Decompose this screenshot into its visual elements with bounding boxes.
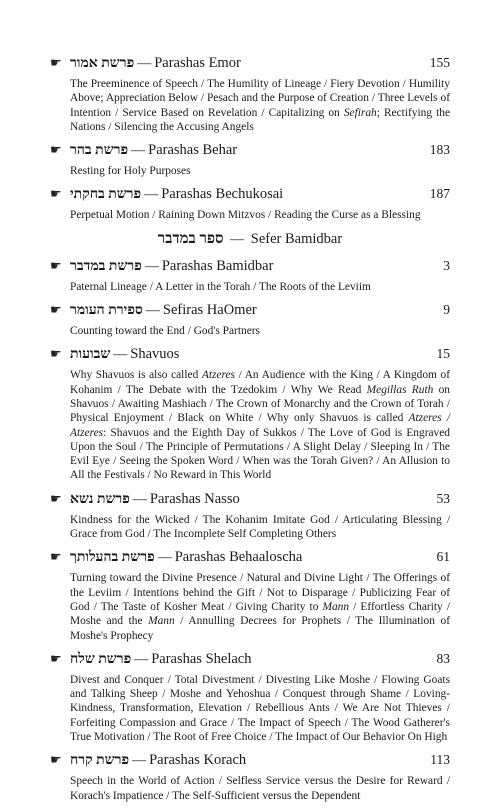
toc-entry: [50, 302, 450, 338]
entry-dash: —: [145, 303, 160, 319]
entry-page-number: 53: [436, 490, 450, 506]
entry-description: The Preeminence of Speech / The Humility of Lineage / Fiery Devotion / Humility Above; Appreciation Below / Pesach and the Purpose of Creation / Three Levels of Intention / Service Based on Revelation / Capitalizing on Sefirah; Rectifying the Nations / Silencing the Accusing Angels: [70, 78, 451, 133]
entry-page-number: 155: [429, 55, 450, 70]
entry-description: Turning toward the Divine Presence / Natural and Divine Light / The Offerings of the Leviim / Intentions behind the Gift / Not to Disparage / Publicizing Fear of God / The Taste of Kosher Meat / Giving Charity to Mann / Effortless Charity / Moshe and the Mann / Annulling Decrees for Prophets / The Illumination of Moshe's Prophecy: [70, 572, 450, 642]
entry-english-title: Parashas Nasso: [149, 490, 240, 507]
toc-entry: [50, 346, 450, 482]
entry-hebrew-title: פרשת קרח: [70, 753, 130, 769]
entry-description: Speech in the World of Action / Selfless Service versus the Desire for Reward / Korach's Impatience / The Self-Sufficient versus the Dependent: [70, 775, 450, 802]
pointing-hand-icon: ☛: [50, 490, 62, 506]
toc-entry: [50, 142, 450, 178]
entry-english-title: Parashas Bechukosai: [161, 186, 284, 203]
entry-english-title: Parashas Behaaloscha: [174, 549, 303, 566]
toc-entry: [50, 186, 450, 222]
toc-entry: [50, 651, 450, 744]
entry-page-number: 113: [430, 752, 450, 768]
toc-entry-heading: [50, 258, 450, 280]
entry-dash: —: [113, 347, 128, 363]
section-heading: [50, 231, 450, 248]
entry-page-number: 187: [429, 186, 450, 202]
entry-english-title: Parashas Korach: [149, 752, 247, 769]
entry-dash: —: [132, 491, 147, 507]
toc-entry-heading: [50, 55, 450, 77]
pointing-hand-icon: ☛: [50, 650, 62, 666]
toc-entry-heading: [50, 302, 450, 324]
toc-entry-heading: [50, 752, 450, 774]
entry-page-number: 83: [436, 650, 450, 666]
entry-english-title: Parashas Emor: [154, 55, 241, 71]
entry-hebrew-title: שבועות: [70, 347, 111, 363]
entry-description: Resting for Holy Purposes: [70, 165, 191, 178]
entry-page-number: 183: [429, 142, 450, 158]
toc-page: [50, 55, 450, 811]
entry-description: Divest and Conquer / Total Divestment / Divesting Like Moshe / Flowing Goats and Talking Sheep / Moshe and Yehoshua / Conquest through Shame / Loving-Kindness, Transformation, Elevation / Rebellious Ants / We Are Not Thieves / Forfeiting Compassion and Grace / The Impact of Speech / The Wood Gatherer's True Motivation / The Root of Free Choice / The Impact of Our Behavior On High: [70, 673, 450, 744]
italic-term: Atzeres / Atzeres: [70, 412, 451, 439]
entry-english-title: Sefiras HaOmer: [162, 302, 257, 319]
entry-dash: —: [132, 753, 147, 769]
toc-entry: [50, 258, 450, 294]
pointing-hand-icon: ☛: [50, 302, 62, 318]
pointing-hand-icon: ☛: [50, 186, 62, 202]
toc-entry: [50, 752, 450, 803]
entry-english-title: Parashas Shelach: [151, 650, 252, 667]
entry-dash: —: [134, 651, 149, 667]
entry-hebrew-title: פרשת בהעלותך: [70, 550, 155, 566]
entry-page-number: 61: [436, 549, 450, 565]
entry-description: Perpetual Motion / Raining Down Mitzvos / Reading the Curse as a Blessing: [70, 209, 421, 222]
entry-dash: —: [157, 550, 172, 566]
italic-term: Mann: [322, 600, 350, 613]
entry-page-number: 9: [443, 302, 450, 318]
toc-entry-heading: [50, 549, 450, 571]
entry-english-title: Shavuos: [130, 346, 180, 363]
entry-page-number: 3: [443, 257, 450, 273]
pointing-hand-icon: ☛: [50, 752, 62, 768]
italic-term: Mann: [148, 615, 175, 628]
entry-description: Paternal Lineage / A Letter in the Torah / The Roots of the Leviim: [70, 280, 371, 293]
toc-entry: [50, 55, 450, 134]
entry-hebrew-title: פרשת במדבר: [70, 258, 142, 274]
italic-term: Sefirah: [343, 106, 377, 119]
entry-hebrew-title: פרשת בחקתי: [70, 187, 142, 203]
section-hebrew-title: ספר במדבר: [157, 230, 224, 247]
italic-term: Megillas Ruth: [366, 383, 434, 396]
toc-list-top: [50, 55, 450, 223]
toc-entry-heading: [50, 346, 450, 368]
toc-entry-heading: [50, 142, 450, 164]
italic-term: Atzeres: [201, 369, 235, 382]
entry-description: Why Shavuos is also called Atzeres / An Audience with the King / A Kingdom of Kohanim / The Debate with the Tzedokim / Why We Read Megillas Ruth on Shavuos / Awaiting Mashiach / The Crown of Monarchy and the Crown of Torah / Physical Enjoyment / Black on White / Why only Shavuos is called Atzeres / Atzeres: Shavuos and the Eighth Day of Sukkos / The Love of God is Engraved Upon the Soul / The Principle of Permutations / A Slight Delay / Sleeping In / The Evil Eye / Seeing the Spoken Word / When was the Torah Given? / An Allusion to All the Festivals / No Reward in This World: [70, 369, 451, 482]
toc-entry: [50, 491, 450, 542]
entry-hebrew-title: פרשת שלח: [70, 651, 132, 667]
entry-dash: —: [131, 143, 146, 159]
entry-hebrew-title: פרשת בהר: [70, 143, 129, 159]
toc-list-bottom: [50, 258, 450, 803]
pointing-hand-icon: ☛: [50, 142, 62, 158]
pointing-hand-icon: ☛: [50, 55, 62, 70]
toc-entry-heading: [50, 491, 450, 513]
section-dash: —: [230, 231, 245, 247]
entry-page-number: 15: [436, 346, 450, 362]
entry-dash: —: [144, 187, 159, 203]
entry-dash: —: [137, 56, 152, 71]
pointing-hand-icon: ☛: [50, 549, 62, 565]
pointing-hand-icon: ☛: [50, 257, 62, 273]
entry-description: Kindness for the Wicked / The Kohanim Imitate God / Articulating Blessing / Grace from God / The Incomplete Self Completing Others: [70, 513, 450, 541]
pointing-hand-icon: ☛: [50, 346, 62, 362]
entry-hebrew-title: פרשת נשא: [70, 491, 130, 507]
entry-hebrew-title: ספירת העומר: [70, 303, 143, 319]
entry-hebrew-title: פרשת אמור: [70, 56, 135, 71]
entry-description: Counting toward the End / God's Partners: [70, 325, 260, 338]
toc-entry-heading: [50, 651, 450, 673]
section-english-title: Sefer Bamidbar: [250, 230, 343, 247]
toc-entry: [50, 549, 450, 642]
entry-english-title: Parashas Behar: [148, 142, 238, 159]
toc-entry-heading: [50, 186, 450, 208]
entry-dash: —: [144, 258, 159, 274]
entry-english-title: Parashas Bamidbar: [161, 257, 274, 274]
